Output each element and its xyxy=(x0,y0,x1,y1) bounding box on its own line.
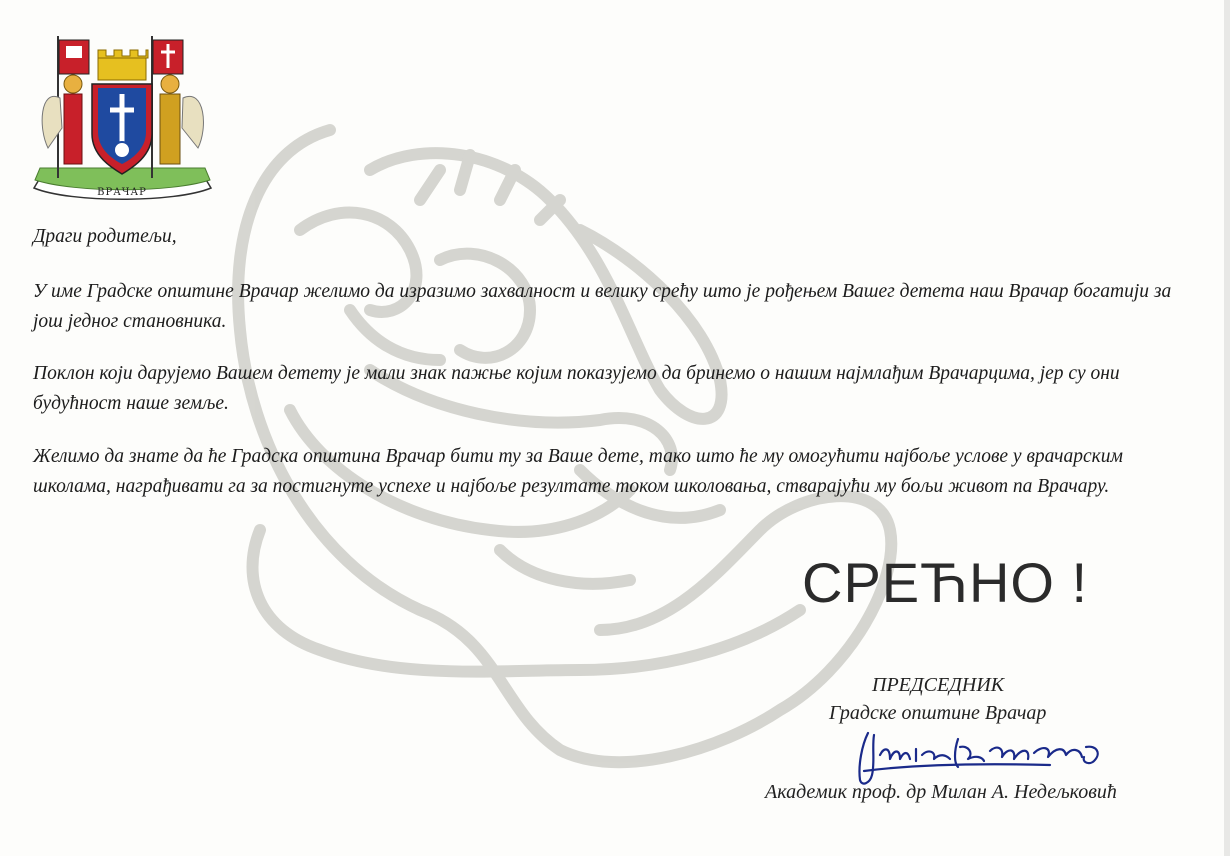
signatory-name: Академик проф. др Милан А. Недељковић xyxy=(765,781,1117,803)
letter-paragraph-3: Желимо да знате да ће Градска општина Врачар бити ту за Ваше дете, тако што ће му омогућити најбоље услове у врачарским школама, награђивати га за постигнуте успехе и најбоље резултате током школовања, стварајући му бољи живот па Врачару. xyxy=(33,446,1123,497)
vracar-coat-of-arms-icon xyxy=(30,28,215,208)
closing-wish: СРЕЋНО ! xyxy=(802,551,1089,614)
svg-text:ВРАЧАР: ВРАЧАР xyxy=(97,187,147,198)
signatory-title: ПРЕДСЕДНИК xyxy=(872,674,1005,696)
letter-paragraph-1: У име Градске општине Врачар желимо да изразимо захвалност и велику срећу што је рођењем Вашег детета наш Врачар богатији за још једног становника. xyxy=(33,281,1172,332)
letter-greeting: Драги родитељи, xyxy=(33,226,177,247)
scan-edge xyxy=(1224,0,1230,856)
letter-paragraph-2: Поклон који дарујемо Вашем детету је мали знак пажње којим показујемо да бринемо о нашим најмлађим Врачарцима, јер су они будућност наше земље. xyxy=(33,363,1120,414)
signatory-institution: Градске општине Врачар xyxy=(829,702,1047,724)
